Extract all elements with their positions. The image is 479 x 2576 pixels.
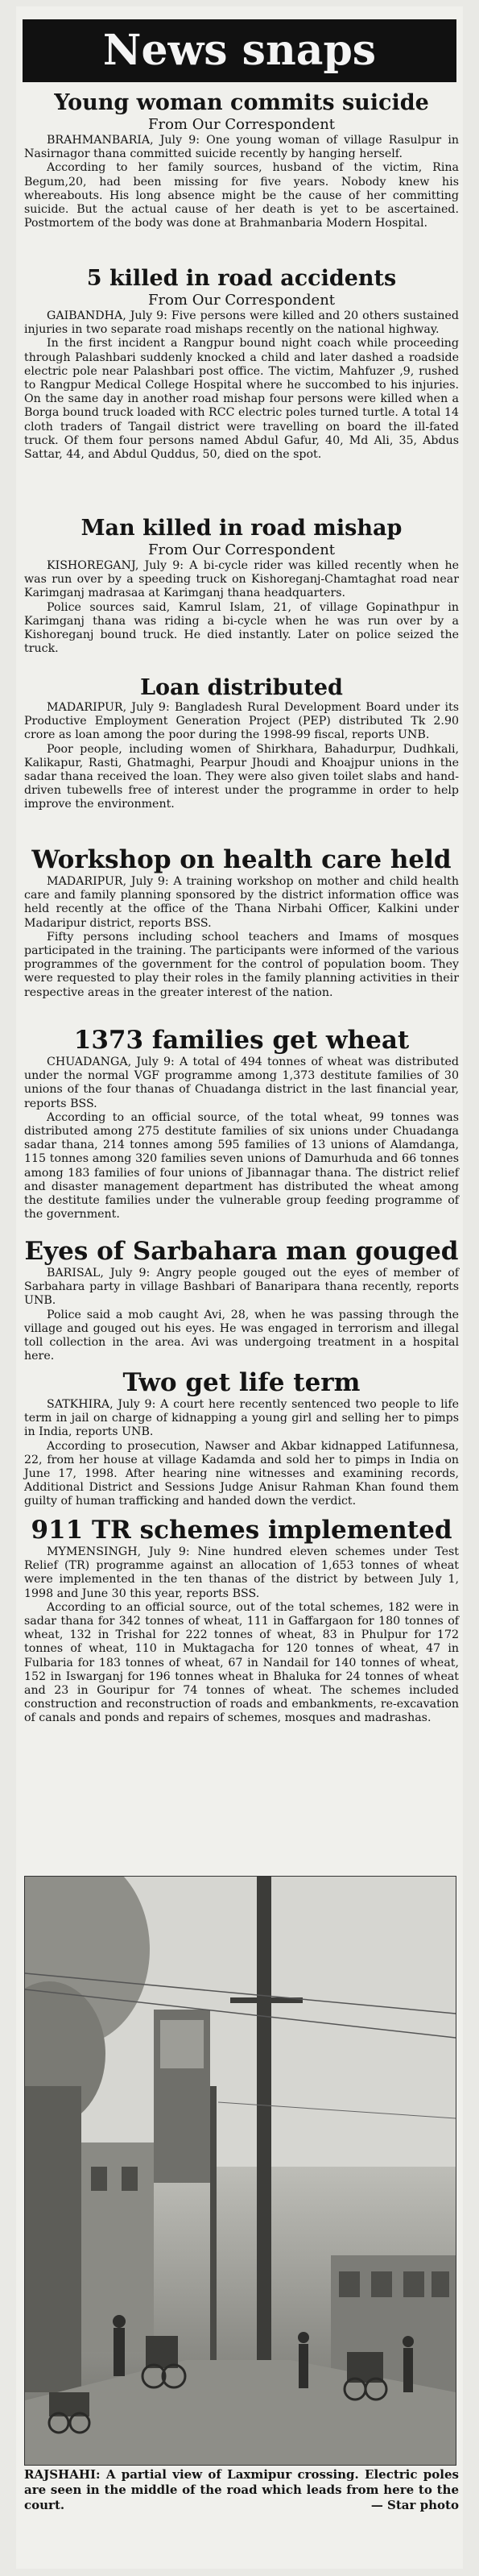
paragraph: Police said a mob caught Avi, 28, when he was passing through the village and gouged out his eyes. He was engaged in terrorism and illegal toll collection in the area. Avi was undergoing treatment in a hospital here. bbox=[24, 1308, 459, 1363]
paragraph: BARISAL, July 9: Angry people gouged out the eyes of member of Sarbahara party in village Bashbari of Banaripara thana recently, reports UNB. bbox=[24, 1267, 459, 1308]
byline: From Our Correspondent bbox=[147, 292, 336, 309]
paragraph: According to an official source, out of the total schemes, 182 were in sadar thana for 342 tonnes of wheat, 111 in Gaffargaon for 180 tonnes of wheat, 132 in Trishal for 222 tonnes of wheat, 83 in Phulpur for 172 tonnes of wheat, 110 in Muktagacha for 120 tonnes of wheat, 47 in Fulbaria for 183 tonnes of wheat, 67 in Nandail for 140 tonnes of wheat, 152 in Iswarganj for 196 tonnes wheat in Bhaluka for 24 tonnes of wheat and 23 in Gouripur for 74 tonnes of wheat. The schemes included construction and reconstruction of roads and embankments, re-excavation of canals and ponds and repairs of schemes, mosques and madrashas. bbox=[24, 1600, 459, 1725]
article-tr-schemes bbox=[24, 1515, 459, 1726]
article-life-term bbox=[24, 1367, 459, 1509]
article-eyes-gouged bbox=[24, 1236, 459, 1363]
headline: 911 TR schemes implemented bbox=[31, 1516, 452, 1545]
paragraph: According to prosecution, Nawser and Akbar kidnapped Latifunnesa, 22, from her house at village Kadamda and sold her to pimps in India on June 17, 1998. After hearing nine witnesses and examining records, Additional District and Sessions Judge Anisur Rahman Khan found them guilty of human trafficking and handed down the verdict. bbox=[24, 1439, 459, 1508]
article-road-accidents bbox=[24, 266, 459, 462]
street-photo bbox=[24, 1876, 456, 2466]
article-man-killed bbox=[24, 516, 459, 656]
byline: From Our Correspondent bbox=[147, 541, 336, 558]
paragraph: According to her family sources, husband of the victim, Rina Begum,20, had been missing for five years. Nobody knew his whereabouts. His long absence might be the cause of her committing suicide. But the actual cause of her death is yet to be ascertained. Postmortem of the body was done at Brahmanbaria Modern Hospital. bbox=[24, 161, 459, 230]
headline: Eyes of Sarbahara man gouged bbox=[24, 1237, 459, 1266]
paragraph: Fifty persons including school teachers and Imams of mosques participated in the training. The participants were informed of the various programmes of the government for the control of population boom. They were requested to play their roles in the family planning activities in their respective areas in the greater interest of the nation. bbox=[24, 930, 459, 999]
headline: Man killed in road mishap bbox=[81, 516, 403, 541]
paragraph: MADARIPUR, July 9: A training workshop on mother and child health care and family planning sponsored by the district information office was held recently at the office of the Thana Nirbahi Officer, Kalkini under Madaripur district, reports BSS. bbox=[24, 875, 459, 930]
article-loan-distributed bbox=[24, 675, 459, 812]
paragraph: According to an official source, of the total wheat, 99 tonnes was distributed among 275 destitute families of six unions under Chuadanga sadar thana, 214 tonnes among 595 families of 13 unions of Alamdanga, 115 tonnes among 320 families seven unions of Damurhuda and 66 tonnes among 183 families of four unions of Jibannagar thana. The district relief and disaster management department has distributed the wheat among the destitute families under the vulnerable group feeding programme of the government. bbox=[24, 1110, 459, 1222]
headline: 1373 families get wheat bbox=[73, 1026, 410, 1055]
paragraph: GAIBANDHA, July 9: Five persons were killed and 20 others sustained injuries in two separate road mishaps recently on the national highway. bbox=[24, 309, 459, 337]
headline: Young woman commits suicide bbox=[54, 90, 429, 115]
paragraph: In the first incident a Rangpur bound night coach while proceeding through Palashbari suddenly knocked a child and later dashed a roadside electric pole near Palashbari post office. The victim, Mahfuzer ,9, rushed to Rangpur Medical College Hospital where he succombed to his injuries. On the same day in another road mishap four persons were killed when a Borga bound truck loaded with RCC electric poles turned turtle. A total 14 cloth traders of Tangail district were travelling on board the ill-fated truck. Of them four persons named Abdul Gafur, 40, Md Ali, 35, Abdus Sattar, 44, and Abdul Quddus, 50, died on the spot. bbox=[24, 337, 459, 462]
paragraph: MYMENSINGH, July 9: Nine hundred eleven schemes under Test Relief (TR) programme against an allocation of 1,653 tonnes of wheat were implemented in the ten thanas of the district by between July 1, 1998 and June 30 this year, reports BSS. bbox=[24, 1545, 459, 1600]
section-banner: News snaps bbox=[23, 19, 456, 82]
headline: Loan distributed bbox=[140, 675, 343, 700]
article-workshop-health bbox=[24, 844, 459, 1000]
photo-credit: — Star photo bbox=[370, 2498, 459, 2512]
headline: Workshop on health care held bbox=[31, 845, 452, 874]
byline: From Our Correspondent bbox=[147, 116, 336, 133]
headline: 5 killed in road accidents bbox=[86, 266, 397, 291]
paragraph: SATKHIRA, July 9: A court here recently sentenced two people to life term in jail on charge of kidnapping a young girl and selling her to pimps in India, reports UNB. bbox=[24, 1398, 459, 1439]
paragraph: BRAHMANBARIA, July 9: One young woman of village Rasulpur in Nasirnagor thana committed suicide recently by hanging herself. bbox=[24, 134, 459, 161]
street-photo-drawing bbox=[25, 1877, 456, 2465]
paragraph: MADARIPUR, July 9: Bangladesh Rural Development Board under its Productive Employment Generation Project (PEP) distributed Tk 2.90 crore as loan among the poor during the 1998-99 fiscal, reports UNB. bbox=[24, 701, 459, 742]
paragraph: KISHOREGANJ, July 9: A bi-cycle rider was killed recently when he was run over by a speeding truck on Kishoreganj-Chamtaghat road near Karimganj madrasaa at Karimganj thana headquarters. bbox=[24, 559, 459, 600]
photo-caption bbox=[24, 2467, 459, 2513]
paragraph: Poor people, including women of Shirkhara, Bahadurpur, Dudhkali, Kalikapur, Rasti, Ghatmaghi, Pearpur Jhoudi and Khoajpur unions in the sadar thana received the loan. They were also given toilet slabs and hand-driven tubewells free of interest under the programme in order to help improve the environment. bbox=[24, 742, 459, 811]
headline: Two get life term bbox=[122, 1368, 361, 1397]
caption-text: RAJSHAHI: A partial view of Laxmipur crossing. Electric poles are seen in the middle of the road which leads from here to the court. bbox=[24, 2467, 459, 2512]
paragraph: CHUADANGA, July 9: A total of 494 tonnes of wheat was distributed under the normal VGF programme among 1,373 destitute families of 30 unions of the four thanas of Chuadanga district in the last financial year, reports BSS. bbox=[24, 1056, 459, 1110]
paragraph: Police sources said, Kamrul Islam, 21, of village Gopinathpur in Karimganj thana was riding a bi-cycle when he was run over by a Kishoreganj bound truck. He died instantly. Later on police seized the truck. bbox=[24, 600, 459, 656]
article-families-wheat bbox=[24, 1025, 459, 1222]
article-young-woman-suicide bbox=[24, 90, 459, 230]
